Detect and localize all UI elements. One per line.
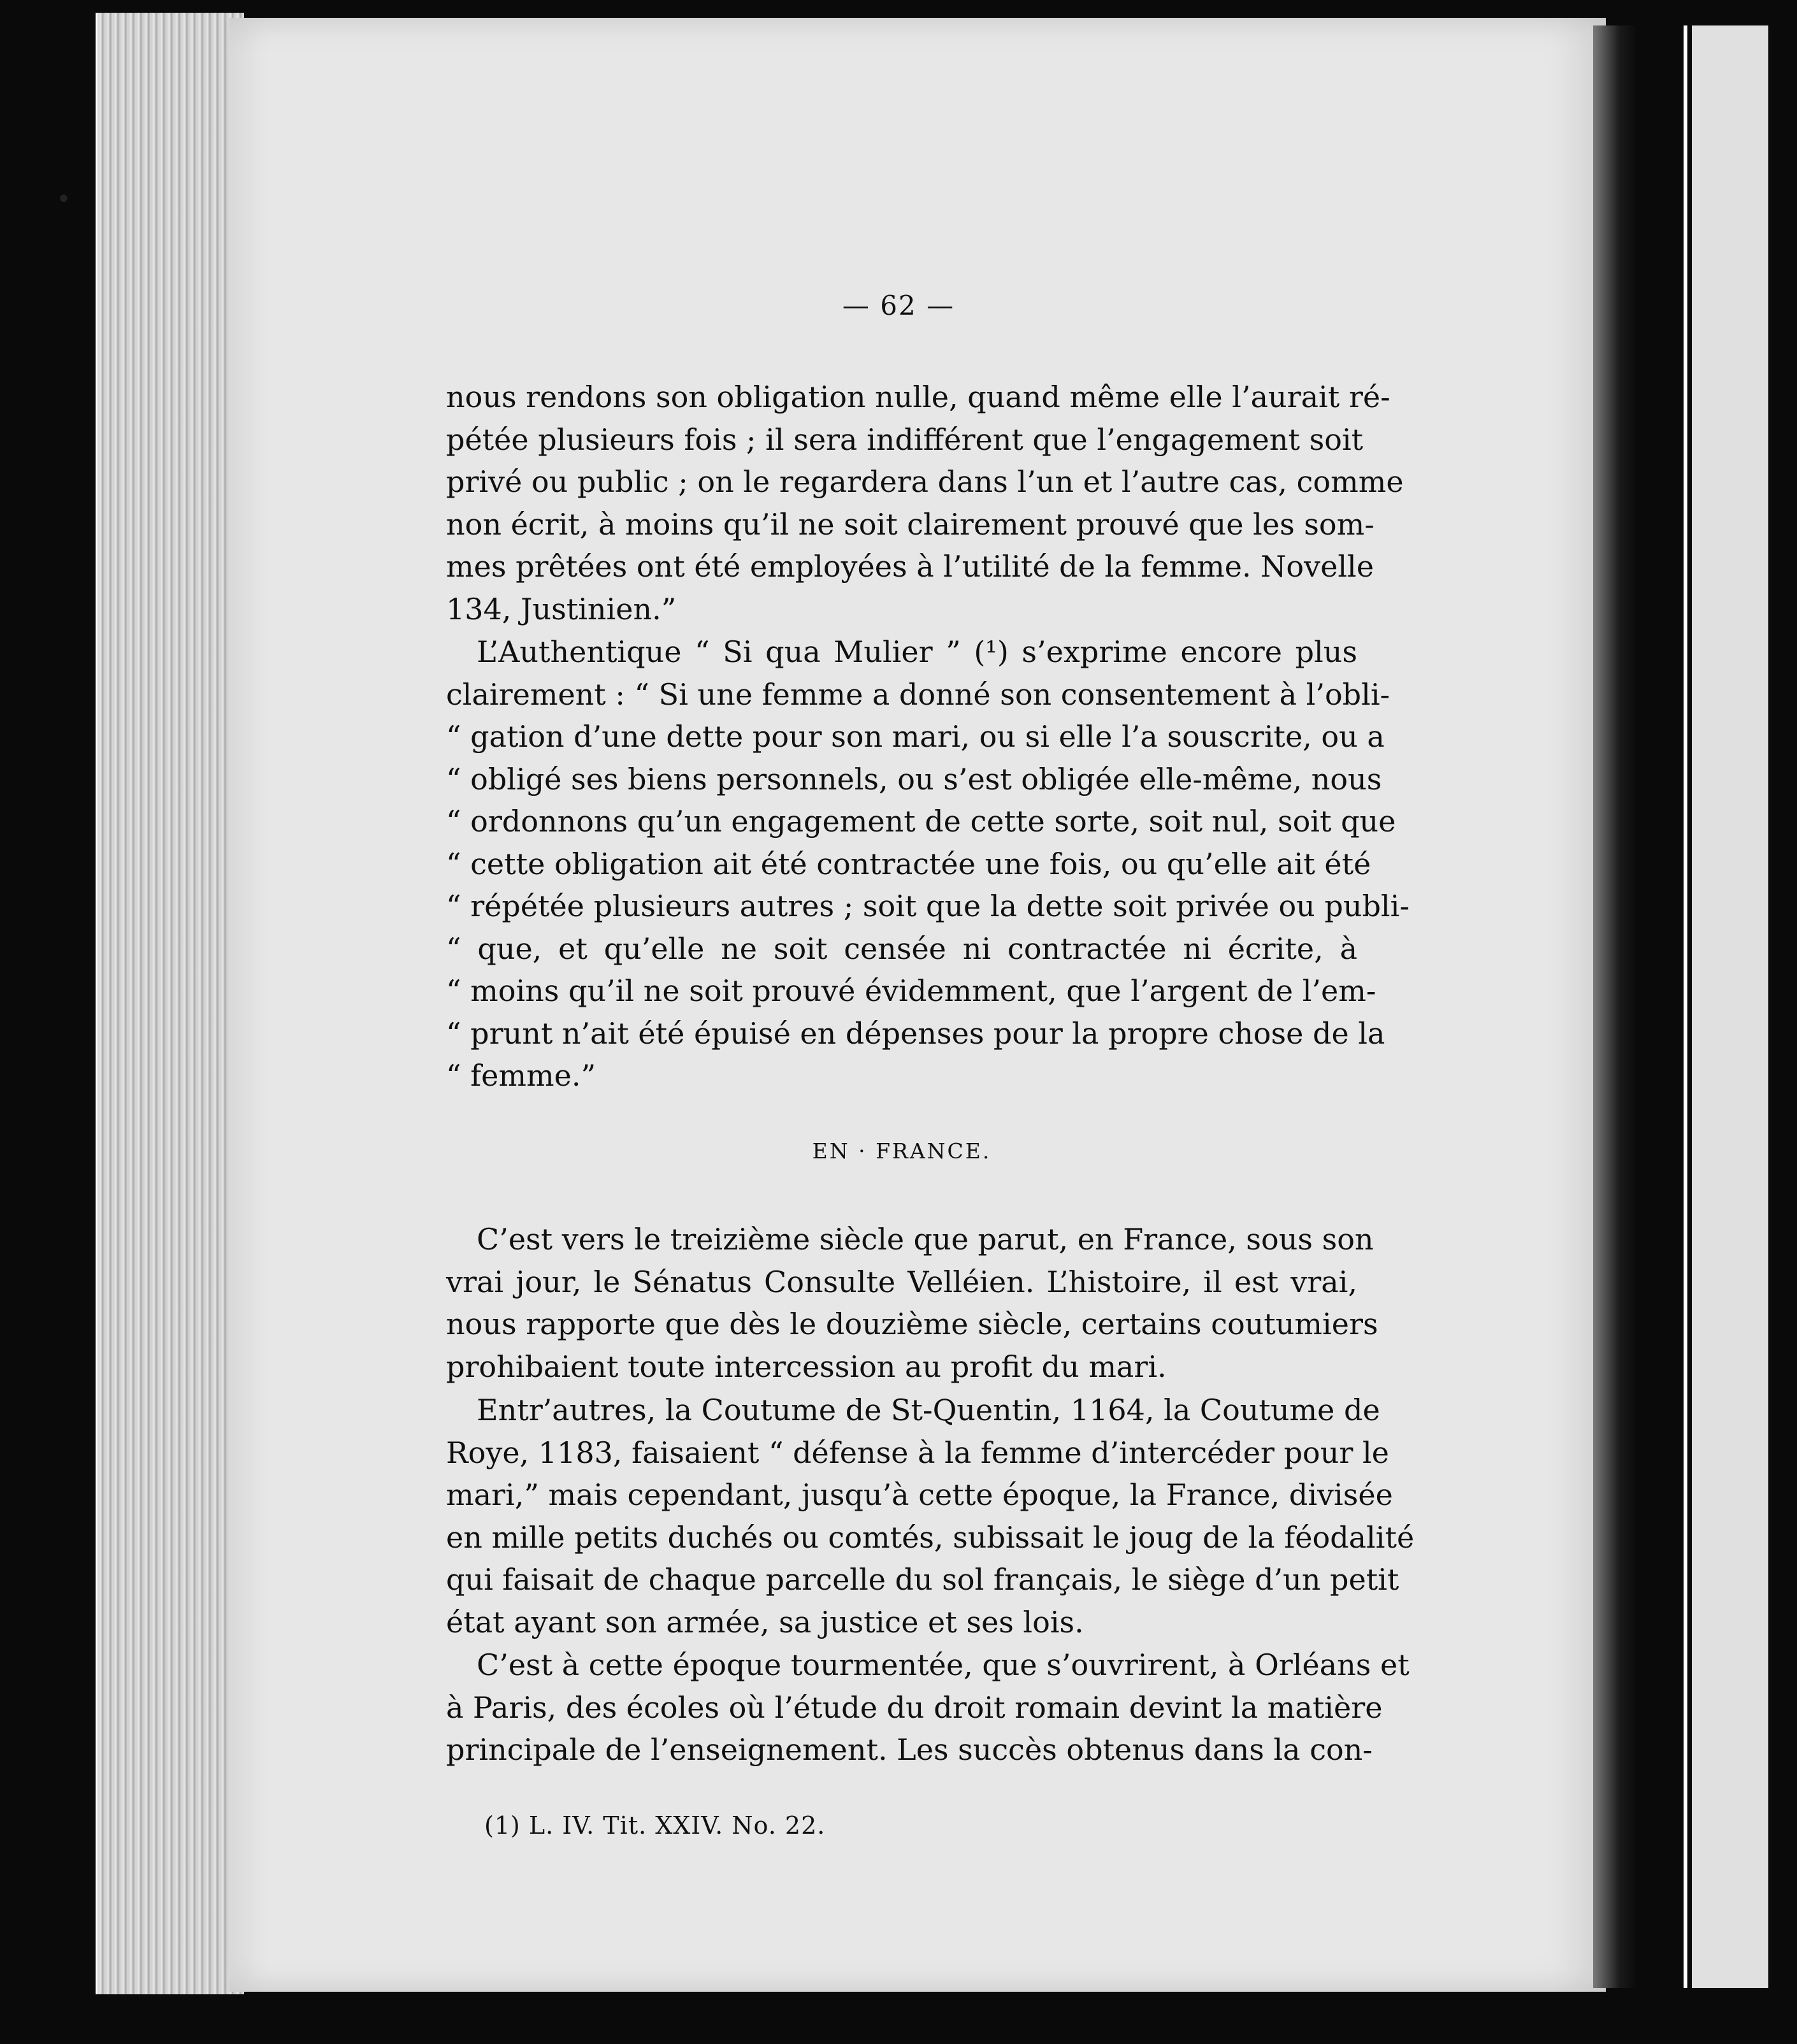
paragraph-authentique [446,631,1410,1097]
text-line: “ gation d’une dette pour son mari, ou si elle l’a souscrite, ou a [446,719,1385,754]
text-line: qui faisait de chaque parcelle du sol français, le siège d’un petit [446,1562,1399,1597]
text-line: “ moins qu’il ne soit prouvé évidemment, que l’argent de l’em- [446,974,1376,1008]
text-line: mari,” mais cependant, jusqu’à cette époque, la France, divisée [446,1478,1393,1512]
text-line: nous rendons son obligation nulle, quand même elle l’aurait ré- [446,380,1390,414]
text-line: en mille petits duchés ou comtés, subissait le joug de la féodalité [446,1520,1415,1555]
paragraph-ecoles [446,1644,1410,1771]
scan-speck: • [56,185,71,214]
text-line: clairement : “ Si une femme a donné son consentement à l’obli- [446,677,1390,712]
text-line: “ ordonnons qu’un engagement de cette sorte, soit nul, soit que [446,804,1396,838]
page-number: — 62 — [842,290,955,321]
text-line: “ que, et qu’elle ne soit censée ni contractée ni écrite, à [446,931,1357,966]
text-line: à Paris, des écoles où l’étude du droit romain devint la matière [446,1690,1383,1725]
text-line: “ prunt n’ait été épuisé en dépenses pour la propre chose de la [446,1016,1385,1051]
text-line: C’est à cette époque tourmentée, que s’ouvrirent, à Orléans et [477,1648,1410,1682]
footnote: (1) L. IV. Tit. XXIV. No. 22. [484,1811,826,1839]
text-line: 134, Justinien.” [446,591,677,626]
text-line: C’est vers le treizième siècle que parut, en France, sous son [477,1222,1374,1256]
text-line: L’Authentique “ Si qua Mulier ” (¹) s’exprime encore plus [477,635,1357,669]
text-line: principale de l’enseignement. Les succès obtenus dans la con- [446,1732,1373,1767]
text-line: pétée plusieurs fois ; il sera indifférent que l’engagement soit [446,422,1364,457]
text-line: prohibaient toute intercession au profit du mari. [446,1349,1167,1384]
text-line: état ayant son armée, sa justice et ses lois. [446,1604,1084,1639]
text-line: Entr’autres, la Coutume de St-Quentin, 1164, la Coutume de [477,1393,1380,1427]
text-line: nous rapporte que dès le douzième siècle, certains coutumiers [446,1307,1378,1341]
text-line: “ obligé ses biens personnels, ou s’est obligée elle-même, nous [446,761,1382,796]
text-line: privé ou public ; on le regardera dans l’un et l’autre cas, comme [446,464,1404,499]
text-line: non écrit, à moins qu’il ne soit clairement prouvé que les som- [446,507,1375,542]
paragraph-quote-continuation [446,376,1404,630]
section-heading: EN · FRANCE. [812,1139,992,1163]
paragraph-treizieme-siecle [446,1218,1378,1388]
text-line: “ cette obligation ait été contractée une fois, ou qu’elle ait été [446,846,1371,881]
text-line: “ répétée plusieurs autres ; soit que la dette soit privée ou publi- [446,889,1410,923]
text-line: vrai jour, le Sénatus Consulte Velléien. L’histoire, il est vrai, [446,1264,1357,1299]
text-line: “ femme.” [446,1058,596,1093]
text-line: mes prêtées ont été employées à l’utilité de la femme. Novelle [446,549,1374,584]
text-line: Roye, 1183, faisaient “ défense à la femme d’intercéder pour le [446,1435,1389,1470]
paragraph-coutumes [446,1389,1415,1643]
